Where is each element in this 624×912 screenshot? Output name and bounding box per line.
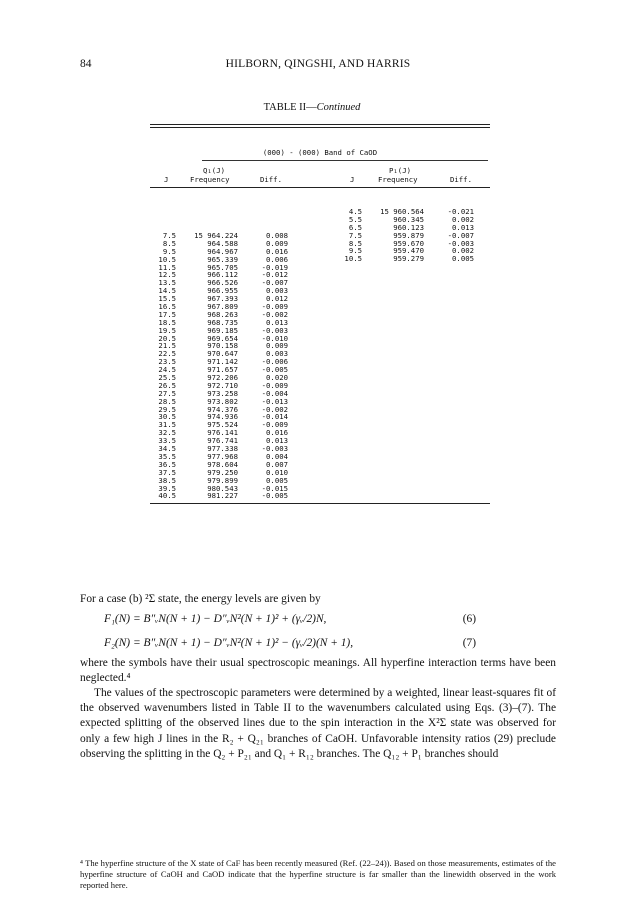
table-cell: 23.5: [158, 357, 176, 367]
table-cell: 33.5: [158, 436, 176, 446]
branch-right-label: P₁(J): [389, 166, 411, 175]
table-cell: 972.206: [207, 373, 238, 383]
branch-left-label: Q₁(J): [203, 166, 225, 175]
running-header: [80, 58, 556, 74]
col-header-j-right: J: [350, 175, 355, 184]
band-rule: [202, 160, 488, 161]
table-cell: 969.185: [207, 325, 238, 335]
table-cell: 8.5: [162, 238, 176, 248]
table-cell: -0.006: [261, 357, 288, 367]
table-cell: 29.5: [158, 404, 176, 414]
table-caption: [0, 102, 624, 113]
table-cell: 10.5: [158, 254, 176, 264]
table-cell: 0.003: [266, 349, 288, 359]
table-cell: 0.002: [452, 246, 474, 256]
footnote: ⁴ The hyperfine structure of the X state of CaF has been recently measured (Ref. (22–24)). Based on those measurements, estimates of the hyperfine structure of CaOH and CaOD indicate that the hyperfine structure is far smaller than the linewidth observed in the work reported here.: [80, 858, 556, 890]
table-cell: 972.710: [207, 380, 238, 390]
table-cell: -0.002: [261, 404, 288, 414]
table-cell: 968.735: [207, 317, 238, 327]
table-cell: 12.5: [158, 270, 176, 280]
table-cell: 0.003: [266, 286, 288, 296]
table-cell: -0.015: [261, 483, 288, 493]
table-cell: -0.019: [261, 262, 288, 272]
table-cell: 0.013: [266, 317, 288, 327]
left-diff-column: [246, 232, 288, 500]
table-cell: 15.5: [158, 294, 176, 304]
table-cell: 39.5: [158, 483, 176, 493]
table-cell: 0.013: [266, 436, 288, 446]
table-cell: -0.009: [261, 420, 288, 430]
table-cell: 0.012: [266, 294, 288, 304]
table-cell: -0.004: [261, 388, 288, 398]
running-title: HILBORN, QINGSHI, AND HARRIS: [225, 58, 411, 70]
equation-7-expression: F₂(N) = B″ᵥN(N + 1) − D″ᵥN²(N + 1)² − (γᵥ/2)(N + 1),: [104, 637, 354, 649]
left-j-column: [150, 232, 176, 500]
equation-7: [0, 636, 476, 652]
table-cell: 970.647: [207, 349, 238, 359]
table-cell: -0.010: [261, 333, 288, 343]
table-cell: 966.526: [207, 278, 238, 288]
table-cell: 0.009: [266, 238, 288, 248]
table-cell: 978.604: [207, 459, 238, 469]
equation-6-expression: F₁(N) = B″ᵥN(N + 1) − D″ᵥN²(N + 1)² + (γᵥ/2)N,: [104, 613, 327, 625]
table-cell: 34.5: [158, 444, 176, 454]
table-cell: 15 960.564: [380, 207, 424, 216]
table-cell: 40.5: [158, 491, 176, 501]
table-cell: 976.141: [207, 428, 238, 438]
table-cell: 26.5: [158, 380, 176, 390]
table-cell: 35.5: [158, 451, 176, 461]
col-header-j-left: J: [164, 175, 169, 184]
paragraph-symbols: where the symbols have their usual spectroscopic meanings. All hyperfine interaction terms have been neglected.⁴: [80, 657, 556, 685]
table-cell: 9.5: [162, 246, 176, 256]
table-cell: 959.879: [393, 230, 424, 240]
table-cell: 979.250: [207, 467, 238, 477]
paragraph-fit: The values of the spectroscopic parameters were determined by a weighted, linear least-squares fit of the observed wavenumbers listed in Table II to the wavenumbers calculated using Eqs. (3)–(7). The expected splitting of the observed lines due to the spin interaction in the X²Σ state was observed for only a few high J lines in the R₂ + Q₂₁ branches of CaOH. Unfavorable intensity ratios (29) preclude observing the splitting in the Q₂ + P₂₁ and Q₁ + R₁₂ branches. The Q₁₂ + P₁ branches should: [80, 687, 556, 760]
table-cell: 8.5: [348, 238, 362, 248]
table-cell: 966.955: [207, 286, 238, 296]
table-cell: 0.007: [266, 459, 288, 469]
table-cell: 964.967: [207, 246, 238, 256]
table-cell: 18.5: [158, 317, 176, 327]
table-cell: 38.5: [158, 475, 176, 485]
table-cell: 21.5: [158, 341, 176, 351]
table-cell: 27.5: [158, 388, 176, 398]
table-cell: 0.004: [266, 451, 288, 461]
intro-sentence: For a case (b) ²Σ state, the energy levels are given by: [80, 593, 321, 605]
table-cell: -0.009: [261, 302, 288, 312]
table-cell: 965.339: [207, 254, 238, 264]
table-cell: 11.5: [158, 262, 176, 272]
left-frequency-column: [182, 232, 238, 500]
table-cell: 974.936: [207, 412, 238, 422]
table-cell: 981.227: [207, 491, 238, 501]
table-cell: 0.005: [452, 254, 474, 264]
table-cell: 36.5: [158, 459, 176, 469]
table-cell: 0.009: [266, 341, 288, 351]
table-cell: 960.345: [393, 214, 424, 224]
table-cell: 0.005: [266, 475, 288, 485]
col-header-diff-right: Diff.: [450, 175, 472, 184]
table-cell: 20.5: [158, 333, 176, 343]
equation-6: [0, 612, 476, 628]
equation-6-number: (6): [462, 613, 476, 625]
col-header-freq-left: Frequency: [190, 175, 230, 184]
table-cell: 0.016: [266, 246, 288, 256]
right-j-column: [336, 208, 362, 263]
table-cell: 0.016: [266, 428, 288, 438]
table-cell: 16.5: [158, 302, 176, 312]
table-cell: 10.5: [344, 254, 362, 264]
table-cell: 7.5: [348, 230, 362, 240]
table-cell: 976.741: [207, 436, 238, 446]
table-cell: 975.524: [207, 420, 238, 430]
table-cell: 980.543: [207, 483, 238, 493]
table-cell: 965.705: [207, 262, 238, 272]
table-bottom-rule: [150, 503, 490, 504]
table-cell: 22.5: [158, 349, 176, 359]
table-cell: 32.5: [158, 428, 176, 438]
table-cell: -0.007: [447, 230, 474, 240]
equation-7-number: (7): [462, 637, 476, 649]
table-cell: 15 964.224: [194, 231, 238, 240]
table-cell: 966.112: [207, 270, 238, 280]
right-frequency-column: [368, 208, 424, 263]
table-cell: 959.670: [393, 238, 424, 248]
table-cell: 25.5: [158, 373, 176, 383]
table-cell: -0.005: [261, 491, 288, 501]
table-cell: 7.5: [162, 231, 176, 240]
table-cell: 17.5: [158, 309, 176, 319]
table-cell: 979.899: [207, 475, 238, 485]
col-header-diff-left: Diff.: [260, 175, 282, 184]
table-cell: 24.5: [158, 365, 176, 375]
table-cell: -0.009: [261, 380, 288, 390]
table-cell: 970.158: [207, 341, 238, 351]
table-cell: 977.968: [207, 451, 238, 461]
table-cell: 964.588: [207, 238, 238, 248]
table-caption-prefix: TABLE II—: [263, 102, 317, 113]
table-cell: 30.5: [158, 412, 176, 422]
right-diff-column: [430, 208, 474, 263]
table-cell: 973.258: [207, 388, 238, 398]
table-cell: 0.010: [266, 467, 288, 477]
table-cell: 0.008: [266, 231, 288, 240]
table-cell: -0.014: [261, 412, 288, 422]
table-cell: 967.393: [207, 294, 238, 304]
table-cell: 9.5: [348, 246, 362, 256]
page-number: 84: [80, 58, 92, 70]
table-top-rule-2: [150, 127, 490, 128]
table-cell: -0.005: [261, 365, 288, 375]
table-cell: 6.5: [348, 222, 362, 232]
table-cell: 974.376: [207, 404, 238, 414]
table-cell: 959.279: [393, 254, 424, 264]
table-cell: 37.5: [158, 467, 176, 477]
table-cell: 19.5: [158, 325, 176, 335]
table-cell: -0.007: [261, 278, 288, 288]
table-cell: 5.5: [348, 214, 362, 224]
table-cell: 959.470: [393, 246, 424, 256]
table-cell: 968.263: [207, 309, 238, 319]
table-cell: 0.006: [266, 254, 288, 264]
band-title: (000) - (000) Band of CaOD: [262, 148, 378, 157]
table-top-rule: [150, 124, 490, 125]
table-cell: 967.809: [207, 302, 238, 312]
table-cell: 28.5: [158, 396, 176, 406]
table-cell: 4.5: [348, 207, 362, 216]
table-cell: 0.002: [452, 214, 474, 224]
table-cell: 31.5: [158, 420, 176, 430]
table-cell: 14.5: [158, 286, 176, 296]
table-cell: -0.021: [447, 207, 474, 216]
header-rule: [150, 187, 490, 188]
table-cell: 973.802: [207, 396, 238, 406]
table-cell: -0.012: [261, 270, 288, 280]
table-caption-continued: Continued: [316, 102, 361, 113]
table-cell: -0.002: [261, 309, 288, 319]
table-cell: 969.654: [207, 333, 238, 343]
table-cell: 971.657: [207, 365, 238, 375]
table-cell: -0.013: [261, 396, 288, 406]
table-cell: 971.142: [207, 357, 238, 367]
table-cell: 977.338: [207, 444, 238, 454]
table-cell: 960.123: [393, 222, 424, 232]
table-cell: -0.003: [261, 444, 288, 454]
table-cell: -0.003: [447, 238, 474, 248]
table-cell: 0.013: [452, 222, 474, 232]
table-cell: -0.003: [261, 325, 288, 335]
table-cell: 13.5: [158, 278, 176, 288]
table-cell: 0.020: [266, 373, 288, 383]
col-header-freq-right: Frequency: [378, 175, 418, 184]
